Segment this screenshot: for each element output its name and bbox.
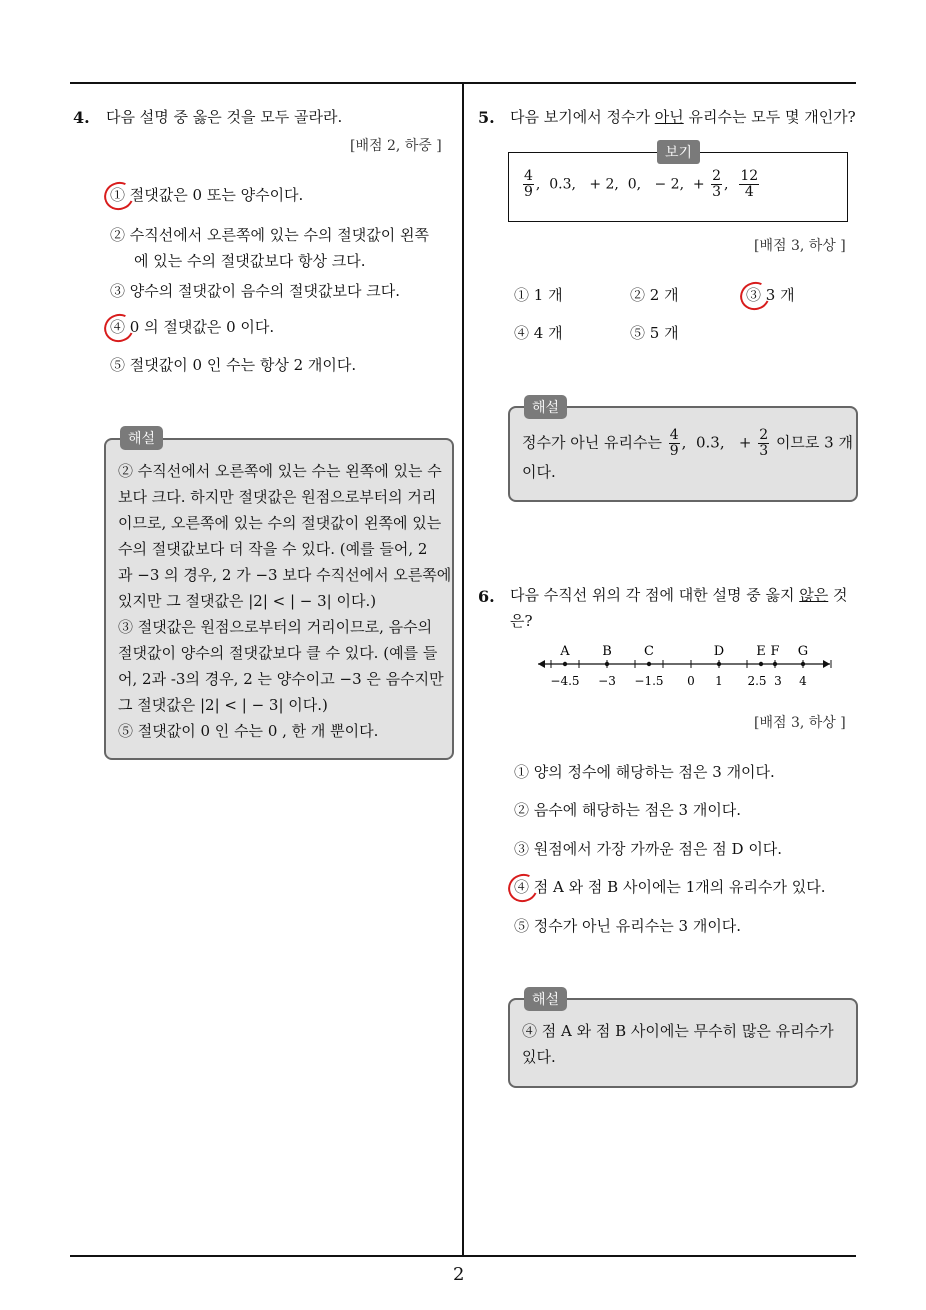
q6-explanation-tag: 해설 (524, 987, 567, 1011)
q6-question-post: 것 (828, 586, 848, 604)
q6-number-line (530, 640, 840, 696)
option-mark: ③ (746, 286, 762, 304)
explanation-line: 이므로, 오른쪽에 있는 수의 절댓값이 왼쪽에 있는 (118, 514, 442, 532)
option-mark: ② (630, 286, 646, 304)
q4-explanation-tag: 해설 (120, 426, 163, 450)
q6-question-underlined: 않은 (799, 586, 829, 604)
q5-bogi-frac-4-9: $\frac{4}{9}$ (524, 168, 533, 200)
option-text: 양의 정수에 해당하는 점은 3 개이다. (533, 763, 775, 781)
option-mark: ② (110, 226, 126, 244)
q4-number: 4. (73, 108, 90, 127)
option-mark: ③ (514, 840, 530, 858)
q5-question-pre: 다음 보기에서 정수가 (510, 108, 655, 126)
q4-explanation-box (104, 438, 454, 760)
q6-score-meta: [배점 3, 하상 ] (754, 715, 846, 731)
option-text: 수직선에서 오른쪽에 있는 수의 절댓값이 왼쪽 (129, 226, 429, 244)
option-q5-options-3 (514, 320, 563, 346)
q5-bogi-frac-2-3: $\frac{2}{3}$ (712, 168, 722, 200)
option-text: 2 개 (649, 286, 679, 304)
option-text-line2: 에 있는 수의 절댓값보다 항상 크다. (134, 252, 366, 270)
q5-number: 5. (478, 108, 495, 127)
option-q6-options-3 (514, 874, 825, 900)
q5-bogi-values: , 0.3, + 2, 0, − 2, + (535, 176, 705, 193)
number-line-point-label: F (770, 644, 780, 659)
column-divider (462, 82, 464, 1255)
number-line-point-label: G (797, 644, 809, 659)
option-mark: ① (514, 286, 530, 304)
explanation-line: ④ 점 A 와 점 B 사이에는 무수히 많은 유리수가 (522, 1022, 834, 1040)
option-mark: ⑤ (630, 324, 646, 342)
option-text: 5 개 (649, 324, 679, 342)
explanation-line: 과 −3 의 경우, 2 가 −3 보다 수직선에서 오른쪽에 (118, 566, 452, 584)
q6-question-line2: 은? (510, 612, 533, 630)
option-q6-options-4 (514, 913, 741, 939)
option-mark: ④ (514, 324, 530, 342)
option-text: 점 A 와 점 B 사이에는 1개의 유리수가 있다. (533, 878, 826, 896)
q5-ex-frac-4-9: $\frac{4}{9}$ (669, 427, 679, 459)
number-line-point-label: D (713, 644, 725, 659)
q6-explanation-text (522, 1018, 844, 1070)
q4-score-meta: [배점 2, 하중 ] (350, 138, 442, 154)
q5-ex-frac-2-3: $\frac{2}{3}$ (759, 427, 769, 459)
number-line-point-label: E (756, 644, 766, 659)
option-q5-options-4 (630, 320, 679, 346)
number-line-tick-label: 3 (774, 674, 782, 688)
option-text: 음수에 해당하는 점은 3 개이다. (533, 801, 742, 819)
q5-explanation-line2: 이다. (522, 463, 556, 481)
q6-question (510, 582, 860, 634)
explanation-line: 보다 크다. 하지만 절댓값은 원점으로부터의 거리 (118, 488, 437, 506)
option-q6-options-1 (514, 797, 741, 823)
number-line-point (717, 662, 721, 666)
explanation-line: ③ 절댓값은 원점으로부터의 거리이므로, 음수의 (118, 618, 433, 636)
explanation-line: ⑤ 절댓값이 0 인 수는 0 , 한 개 뿐이다. (118, 722, 379, 740)
explanation-line: 수의 절댓값보다 더 작을 수 있다. (예를 들어, 2 (118, 540, 428, 558)
option-text: 원점에서 가장 가까운 점은 점 D 이다. (533, 840, 783, 858)
explanation-line: 그 절댓값은 |2| < | − 3| 이다.) (118, 696, 328, 714)
option-text: 1 개 (533, 286, 563, 304)
option-text: 0 의 절댓값은 0 이다. (129, 318, 275, 336)
option-text: 3 개 (765, 286, 795, 304)
q6-question-pre: 다음 수직선 위의 각 점에 대한 설명 중 옳지 (510, 586, 800, 604)
q4-question: 다음 설명 중 옳은 것을 모두 골라라. (106, 108, 343, 126)
number-line-point-label: C (644, 644, 654, 659)
number-line-left-arrow (538, 660, 545, 668)
q4-explanation-text (118, 458, 452, 744)
q5-explanation-box (508, 406, 858, 502)
number-line-point-label: A (560, 644, 570, 659)
q5-bogi-content (521, 169, 761, 200)
explanation-line: ② 수직선에서 오른쪽에 있는 수는 왼쪽에 있는 수 (118, 462, 442, 480)
option-mark: ⑤ (110, 356, 126, 374)
number-line-point (759, 662, 763, 666)
explanation-line: 절댓값이 양수의 절댓값보다 클 수 있다. (예를 들 (118, 644, 438, 662)
explanation-line: 어, 2과 -3의 경우, 2 는 양수이고 −3 은 음수지만 (118, 670, 444, 688)
number-line-tick-label: 1 (715, 674, 723, 688)
option-mark: ③ (110, 282, 126, 300)
number-line-point (773, 662, 777, 666)
number-line-point (605, 662, 609, 666)
number-line-tick-label: −3 (598, 674, 616, 688)
option-q4-options-4 (110, 352, 356, 378)
number-line-tick-label: −1.5 (634, 674, 664, 688)
option-q5-options-0 (514, 282, 563, 308)
option-text: 4 개 (533, 324, 563, 342)
option-q6-options-2 (514, 836, 782, 862)
option-mark: ⑤ (514, 917, 530, 935)
q5-question-underlined: 아닌 (654, 108, 684, 126)
q5-score-meta: [배점 3, 하상 ] (754, 238, 846, 254)
number-line-point (647, 662, 651, 666)
option-text: 양수의 절댓값이 음수의 절댓값보다 크다. (129, 282, 400, 300)
q5-bogi-tag: 보기 (657, 140, 700, 164)
q5-explanation-line1: 정수가 아닌 유리수는 $\frac{4}{9}$ , 0.3, + $\frac{2}{3}$ 이므로 3 개 (522, 427, 853, 459)
option-mark: ② (514, 801, 530, 819)
option-q4-options-0 (110, 182, 303, 208)
q5-question (510, 104, 856, 130)
number-line-tick-label: 2.5 (747, 674, 767, 688)
q6-number: 6. (478, 587, 495, 606)
explanation-line: 있지만 그 절댓값은 |2| < | − 3| 이다.) (118, 592, 377, 610)
option-q6-options-0 (514, 759, 775, 785)
page-number: 2 (453, 1264, 465, 1285)
explanation-line: 있다. (522, 1048, 556, 1066)
option-text: 절댓값은 0 또는 양수이다. (129, 186, 304, 204)
option-q4-options-3 (110, 314, 274, 340)
option-q4-options-1 (110, 222, 429, 274)
q6-explanation-box (508, 998, 858, 1088)
number-line-tick-label: 4 (799, 674, 807, 688)
number-line-point-label: B (602, 644, 612, 659)
option-mark: ① (514, 763, 530, 781)
option-mark: ④ (514, 878, 530, 896)
q5-explanation-tag: 해설 (524, 395, 567, 419)
bottom-rule (70, 1255, 856, 1257)
option-text: 정수가 아닌 유리수는 3 개이다. (533, 917, 742, 935)
option-q5-options-1 (630, 282, 679, 308)
number-line-right-arrow (823, 660, 830, 668)
number-line-tick-label: 0 (687, 674, 695, 688)
option-q4-options-2 (110, 278, 400, 304)
q5-bogi-frac-12-4: $\frac{12}{4}$ (740, 168, 759, 200)
number-line-point (801, 662, 805, 666)
q5-question-post: 유리수는 모두 몇 개인가? (683, 108, 856, 126)
number-line-tick-label: −4.5 (550, 674, 580, 688)
option-text: 절댓값이 0 인 수는 항상 2 개이다. (129, 356, 357, 374)
q5-bogi-comma: , (724, 176, 729, 193)
number-line-point (563, 662, 567, 666)
option-mark: ④ (110, 318, 126, 336)
option-mark: ① (110, 186, 126, 204)
